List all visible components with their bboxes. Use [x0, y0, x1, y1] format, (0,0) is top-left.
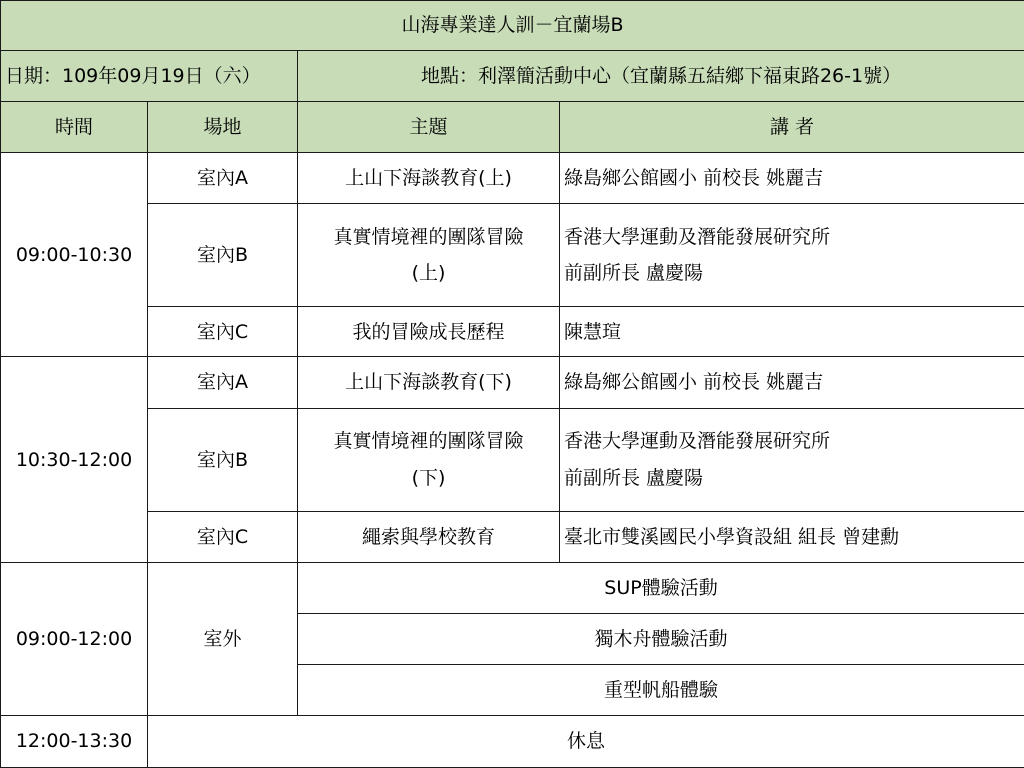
- time-slot: 12:00-13:30: [1, 715, 148, 767]
- topic-cell: 我的冒險成長歷程: [298, 307, 560, 357]
- time-slot: 09:00-12:00: [1, 562, 148, 715]
- speaker-cell: [560, 408, 1024, 511]
- event-date: 日期：109年09月19日（六）: [1, 51, 298, 102]
- topic-line: (下): [411, 466, 446, 489]
- topic-cell: 上山下海談教育(下): [298, 357, 560, 408]
- time-slot: 09:00-10:30: [1, 153, 148, 357]
- speaker-cell: 陳慧瑄: [560, 307, 1024, 357]
- topic-cell: [298, 408, 560, 511]
- speaker-line: 香港大學運動及潛能發展研究所: [564, 430, 831, 453]
- activity-cell: 重型帆船體驗: [298, 664, 1024, 715]
- speaker-cell: [560, 204, 1024, 307]
- speaker-cell: 臺北市雙溪國民小學資設組 組長 曾建勳: [560, 511, 1024, 562]
- topic-cell: [298, 204, 560, 307]
- venue-cell: 室外: [148, 562, 298, 715]
- info-row: [1, 51, 1024, 102]
- header-topic: 主題: [298, 102, 560, 153]
- table-row: [1, 204, 1024, 307]
- venue-cell: 室內A: [148, 357, 298, 408]
- topic-line: 真實情境裡的團隊冒險: [333, 430, 524, 453]
- header-venue: 場地: [148, 102, 298, 153]
- venue-cell: 室內C: [148, 511, 298, 562]
- table-row: [1, 408, 1024, 511]
- table-row: [1, 715, 1024, 767]
- topic-cell: 上山下海談教育(上): [298, 153, 560, 204]
- topic-cell: 繩索與學校教育: [298, 511, 560, 562]
- table-row: [1, 357, 1024, 408]
- time-slot: 10:30-12:00: [1, 357, 148, 562]
- table-row: [1, 307, 1024, 357]
- venue-cell: 室內B: [148, 204, 298, 307]
- venue-cell: 室內C: [148, 307, 298, 357]
- activity-cell: SUP體驗活動: [298, 562, 1024, 613]
- venue-cell: 室內B: [148, 408, 298, 511]
- speaker-line: 香港大學運動及潛能發展研究所: [564, 226, 831, 249]
- activity-cell: 獨木舟體驗活動: [298, 613, 1024, 664]
- header-row: [1, 102, 1024, 153]
- table-row: [1, 153, 1024, 204]
- header-time: 時間: [1, 102, 148, 153]
- header-speaker: 講 者: [560, 102, 1024, 153]
- event-title: 山海專業達人訓－宜蘭場B: [1, 1, 1024, 51]
- table-row: [1, 511, 1024, 562]
- speaker-cell: 綠島鄉公館國小 前校長 姚麗吉: [560, 153, 1024, 204]
- activity-cell: 休息: [148, 715, 1024, 767]
- title-row: [1, 1, 1024, 51]
- venue-cell: 室內A: [148, 153, 298, 204]
- speaker-line: 前副所長 盧慶陽: [564, 466, 704, 489]
- speaker-cell: 綠島鄉公館國小 前校長 姚麗吉: [560, 357, 1024, 408]
- table-row: [1, 562, 1024, 613]
- speaker-line: 前副所長 盧慶陽: [564, 262, 704, 285]
- topic-line: (上): [411, 262, 446, 285]
- event-location: 地點：利澤簡活動中心（宜蘭縣五結鄉下福東路26-1號）: [298, 51, 1024, 102]
- topic-line: 真實情境裡的團隊冒險: [333, 226, 524, 249]
